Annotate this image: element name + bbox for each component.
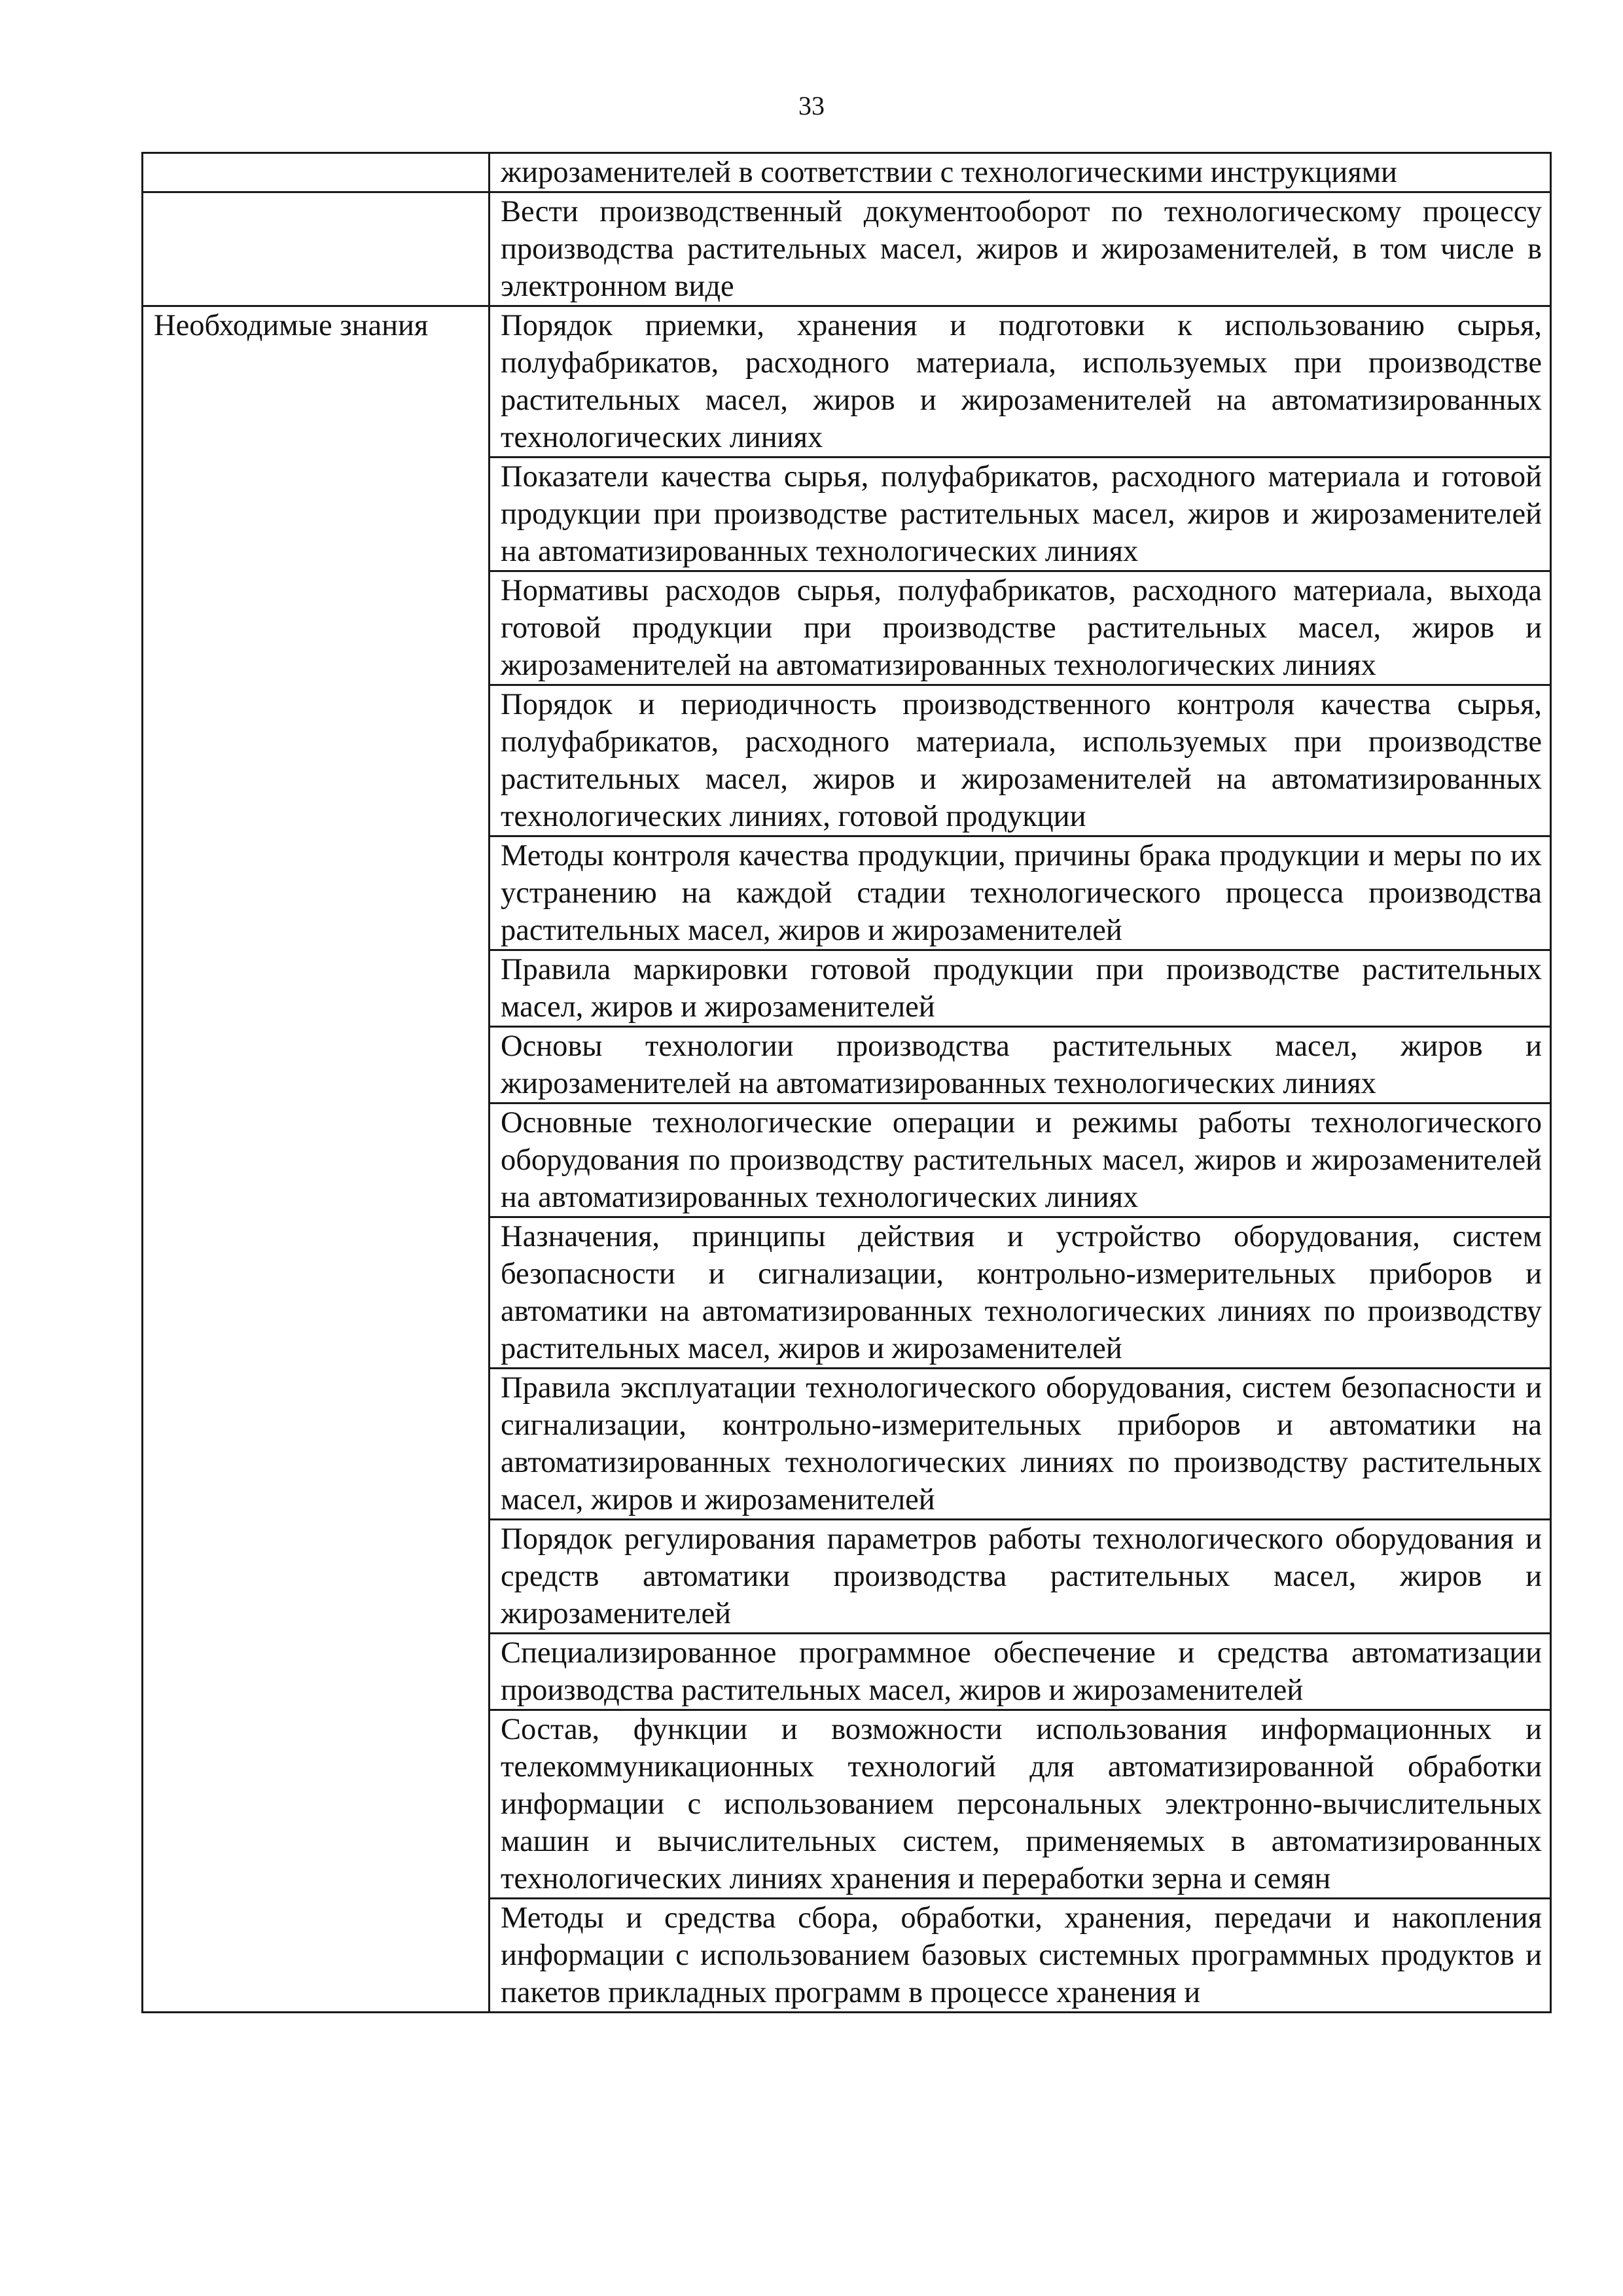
empty-label-cell (143, 153, 490, 192)
knowledge-item: Состав, функции и возможности использования информационных и телекоммуникационных технологий для автоматизированной обработки информации с использованием персональных электронно-вычислительных машин и вычислительных систем, применяемых в автоматизированных технологических линиях хранения и переработки зерна и семян (490, 1710, 1551, 1899)
knowledge-item: Порядок приемки, хранения и подготовки к использованию сырья, полуфабрикатов, расходного материала, используемых при производстве растительных масел, жиров и жирозаменителей на автоматизированных технологических линиях (490, 306, 1551, 457)
table-row (143, 153, 1551, 192)
knowledge-item: Назначения, принципы действия и устройство оборудования, систем безопасности и сигнализации, контрольно-измерительных приборов и автоматики на автоматизированных технологических линиях по производству растительных масел, жиров и жирозаменителей (490, 1217, 1551, 1369)
knowledge-label: Необходимые знания (143, 306, 490, 2013)
knowledge-item: Правила маркировки готовой продукции при производстве растительных масел, жиров и жирозаменителей (490, 950, 1551, 1027)
page-number: 33 (798, 91, 825, 120)
knowledge-item: Основы технологии производства растительных масел, жиров и жирозаменителей на автоматизированных технологических линиях (490, 1027, 1551, 1103)
empty-label-cell (143, 192, 490, 306)
knowledge-item: Нормативы расходов сырья, полуфабрикатов, расходного материала, выхода готовой продукции при производстве растительных масел, жиров и жирозаменителей на автоматизированных технологических линиях (490, 571, 1551, 685)
knowledge-item: Показатели качества сырья, полуфабрикатов, расходного материала и готовой продукции при производстве растительных масел, жиров и жирозаменителей на автоматизированных технологических линиях (490, 457, 1551, 571)
action-text-cell: жирозаменителей в соответствии с технологическими инструкциями (490, 153, 1551, 192)
knowledge-item: Правила эксплуатации технологического оборудования, систем безопасности и сигнализации, контрольно-измерительных приборов и автоматики на автоматизированных технологических линиях по производству растительных масел, жиров и жирозаменителей (490, 1369, 1551, 1520)
knowledge-item: Методы и средства сбора, обработки, хранения, передачи и накопления информации с использованием базовых системных программных продуктов и пакетов прикладных программ в процессе хранения и (490, 1899, 1551, 2013)
action-text-cell: Вести производственный документооборот по технологическому процессу производства растительных масел, жиров и жирозаменителей, в том числе в электронном виде (490, 192, 1551, 306)
table-row (143, 192, 1551, 306)
table-row (143, 306, 1551, 457)
knowledge-item: Основные технологические операции и режимы работы технологического оборудования по производству растительных масел, жиров и жирозаменителей на автоматизированных технологических линиях (490, 1103, 1551, 1217)
knowledge-item: Методы контроля качества продукции, причины брака продукции и меры по их устранению на каждой стадии технологического процесса производства растительных масел, жиров и жирозаменителей (490, 836, 1551, 950)
competency-table (141, 152, 1552, 2013)
knowledge-item: Специализированное программное обеспечение и средства автоматизации производства растительных масел, жиров и жирозаменителей (490, 1634, 1551, 1710)
knowledge-item: Порядок и периодичность производственного контроля качества сырья, полуфабрикатов, расходного материала, используемых при производстве растительных масел, жиров и жирозаменителей на автоматизированных технологических линиях, готовой продукции (490, 685, 1551, 836)
knowledge-item: Порядок регулирования параметров работы технологического оборудования и средств автоматики производства растительных масел, жиров и жирозаменителей (490, 1520, 1551, 1634)
